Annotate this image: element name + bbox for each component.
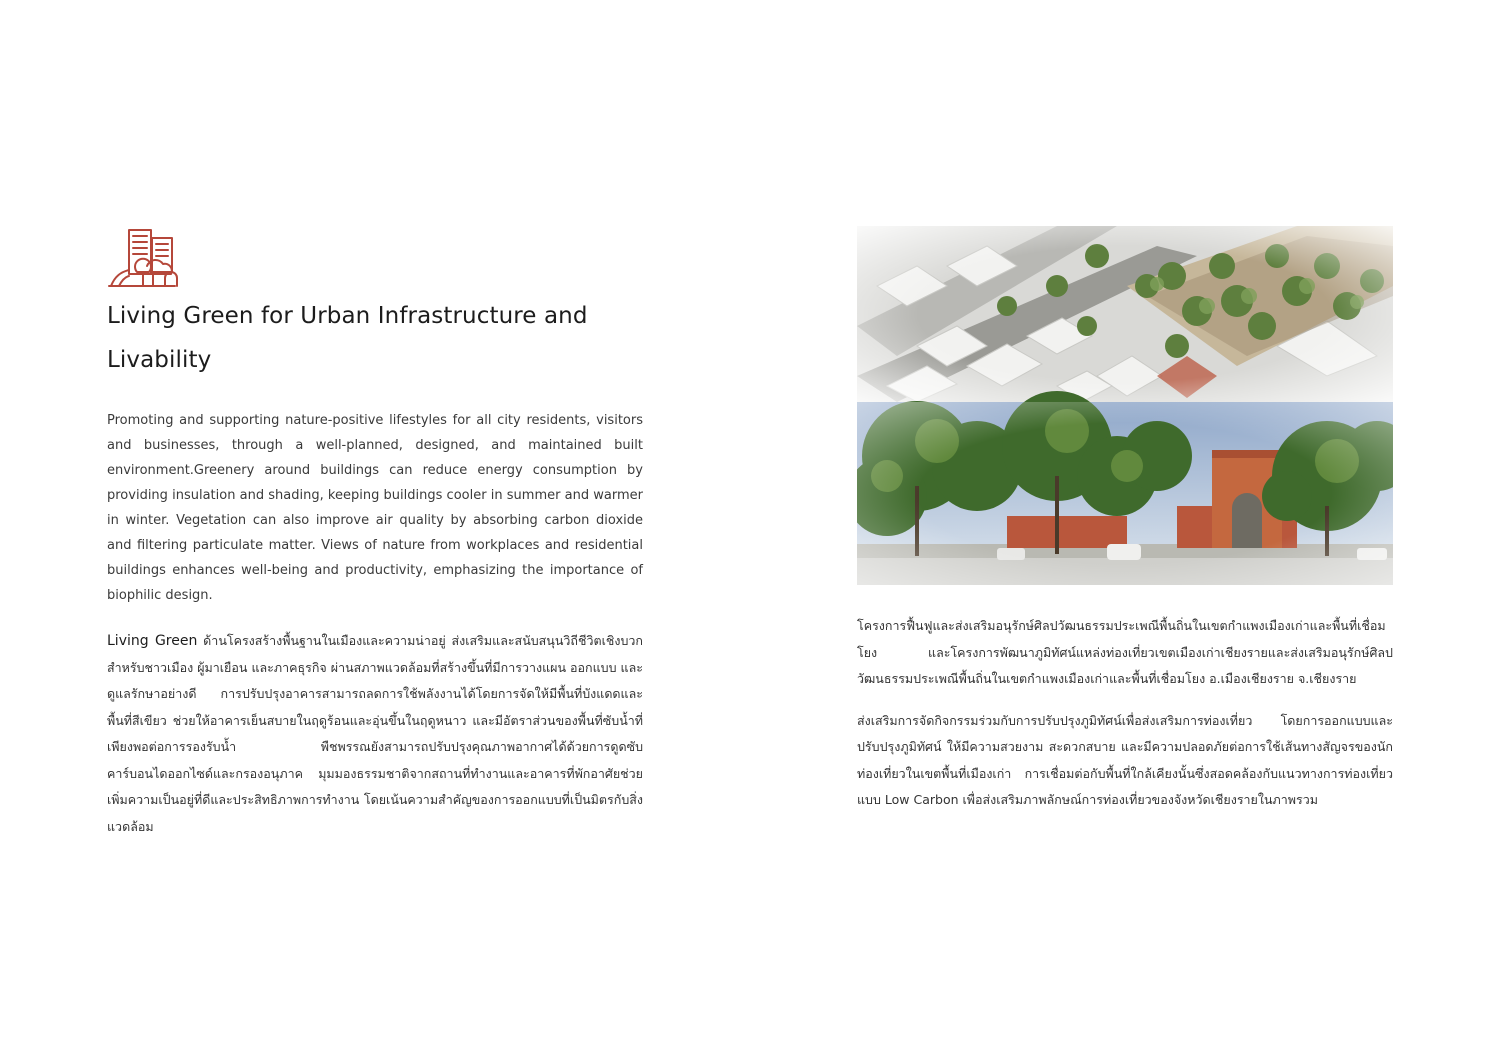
- living-green-section: [107, 228, 643, 840]
- project-caption-2: ส่งเสริมการจัดกิจกรรมร่วมกับการปรับปรุงภูมิทัศน์เพื่อส่งเสริมการท่องเที่ยว โดยการออกแบบและปรับปรุงภูมิทัศน์ ให้มีความสวยงาม สะดวกสบาย และมีความปลอดภัยต่อการใช้เส้นทางสัญจรของนักท่องเที่ยวในเขตพื้นที่เมืองเก่า การเชื่อมต่อกับพื้นที่ใกล้เคียงนั้นซึ่งสอดคล้องกับแนวทางการท่องเที่ยวแบบ Low Carbon เพื่อส่งเสริมภาพลักษณ์การท่องเที่ยวของจังหวัดเชียงรายในภาพรวม: [857, 712, 1393, 807]
- project-caption-1: โครงการฟื้นฟูและส่งเสริมอนุรักษ์ศิลปวัฒนธรรมประเพณีพื้นถิ่นในเขตกำแพงเมืองเก่าและพื้นที่เชื่อมโยง และโครงการพัฒนาภูมิทัศน์แหล่งท่องเที่ยวเขตเมืองเก่าเชียงรายและส่งเสริมอนุรักษ์ศิลปวัฒนธรรมประเพณีพื้นถิ่นในเขตกำแพงเมืองเก่าและพื้นที่เชื่อมโยง อ.เมืองเชียงราย จ.เชียงราย: [857, 618, 1393, 686]
- intro-thai-paragraph: [107, 628, 643, 840]
- city-buildings-trees-icon: [107, 228, 179, 290]
- page-title: Living Green for Urban Infrastructure and Livability: [107, 303, 588, 373]
- project-section: [857, 226, 1393, 814]
- intro-thai-body: ด้านโครงสร้างพื้นฐานในเมืองและความน่าอยู่ ส่งเสริมและสนับสนุนวิถีชีวิตเชิงบวกสำหรับชาวเมือง ผู้มาเยือน และภาคธุรกิจ ผ่านสภาพแวดล้อมที่สร้างขึ้นที่มีการวางแผน ออกแบบ และดูแลรักษาอย่างดี การปรับปรุงอาคารสามารถลดการใช้พลังงานได้โดยการจัดให้มีพื้นที่บังแดดและพื้นที่สีเขียว ช่วยให้อาคารเย็นสบายในฤดูร้อนและอุ่นขึ้นในฤดูหนาว และมีอัตราส่วนของพื้นที่ซับน้ำที่เพียงพอต่อการรองรับน้ำ พืชพรรณยังสามารถปรับปรุงคุณภาพอากาศได้ด้วยการดูดซับคาร์บอนไดออกไซด์และกรองอนุภาค มุมมองธรรมชาติจากสถานที่ทำงานและอาคารที่พักอาศัยช่วยเพิ่มความเป็นอยู่ที่ดีและประสิทธิภาพการทำงาน โดยเน้นความสำคัญของการออกแบบที่เป็นมิตรกับสิ่งแวดล้อม: [107, 633, 643, 834]
- project-rendering-image: [857, 226, 1393, 585]
- intro-thai-lead: Living Green: [107, 633, 198, 649]
- intro-english-paragraph: Promoting and supporting nature-positive lifestyles for all city residents, visitors and businesses, through a well-planned, designed, and maintained built environment.Greenery around buildings can reduce energy consumption by providing insulation and shading, keeping buildings cooler in summer and warmer in winter. Vegetation can also improve air quality by absorbing carbon dioxide and filtering particulate matter. Views of nature from workplaces and residential buildings enhances well-being and productivity, emphasizing the importance of biophilic design.: [107, 413, 643, 603]
